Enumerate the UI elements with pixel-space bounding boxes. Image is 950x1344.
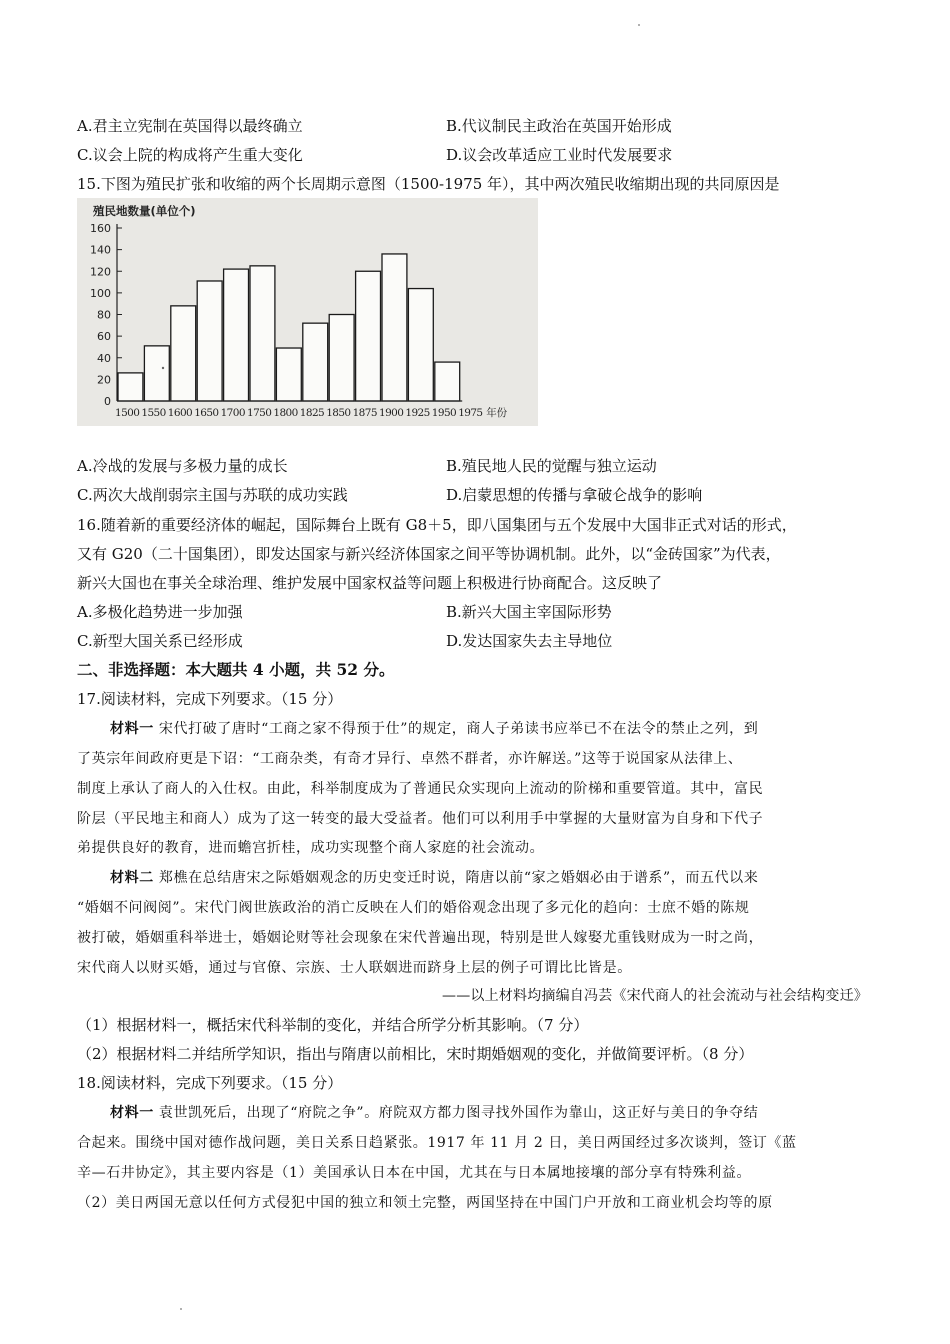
q15-option-a[interactable]: A.冷战的发展与多极力量的成长 (77, 457, 288, 475)
q18-material-1-line-4: （2）美日两国无意以任何方式侵犯中国的独立和领土完整，两国坚持在中国门户开放和工商业机会均等的原 (77, 1195, 773, 1211)
section2-title: 二、非选择题：本大题共 4 小题，共 52 分。 (77, 660, 395, 679)
scan-speck-bottom (180, 1308, 182, 1310)
bar (408, 289, 433, 401)
bar (144, 346, 169, 401)
y-tick-label: 100 (90, 286, 111, 300)
y-tick-label: 20 (97, 373, 111, 387)
q17-source: ——以上材料均摘编自冯芸《宋代商人的社会流动与社会结构变迁》 (442, 988, 868, 1004)
q16-option-b[interactable]: B.新兴大国主宰国际形势 (446, 603, 612, 621)
chart-y-axis-label: 殖民地数量(单位个) (93, 204, 196, 218)
y-tick-label: 40 (97, 351, 111, 365)
y-tick-label: 160 (90, 222, 111, 235)
x-axis-label: 年份 (486, 407, 508, 419)
q16-stem-line-3: 新兴大国也在事关全球治理、维护发展中国家权益等问题上积极进行协商配合。这反映了 (77, 574, 663, 592)
bar (329, 315, 354, 402)
q17-material-2-line-3: 被打破，婚姻重科举进士，婚姻论财等社会现象在宋代普遍出现，特别是世人嫁娶尤重钱财成为一时之尚， (77, 930, 764, 946)
q17-requirement-1: （1）根据材料一，概括宋代科举制的变化，并结合所学分析其影响。（7 分） (77, 1016, 589, 1034)
x-tick-label: 1925 (405, 407, 430, 419)
q15-option-c[interactable]: C.两次大战削弱宗主国与苏联的成功实践 (77, 486, 348, 504)
q16-option-d[interactable]: D.发达国家失去主导地位 (446, 632, 613, 650)
q14-option-c[interactable]: C.议会上院的构成将产生重大变化 (77, 146, 303, 164)
q18-material-1-text: 袁世凯死后，出现了“府院之争”。府院双方都力图寻找外国作为靠山，这正好与美日的争夺结 (158, 1105, 759, 1121)
y-tick-label: 120 (90, 265, 111, 279)
q17-material-2-line-1 (110, 868, 758, 888)
bar (118, 373, 143, 401)
x-tick-label: 1850 (326, 407, 351, 419)
y-tick-label: 80 (97, 308, 111, 322)
x-tick-label: 1700 (220, 407, 245, 419)
q17-material-1-label: 材料一 (110, 721, 154, 737)
q17-material-2-text: 郑樵在总结唐宋之际婚姻观念的历史变迁时说，隋唐以前“家之婚姻必由于谱系”，而五代以来 (158, 870, 759, 886)
x-tick-label: 1800 (273, 407, 298, 419)
q17-material-2-line-2: “婚姻不问阀阅”。宋代门阀世族政治的消亡反映在人们的婚俗观念出现了多元化的趋向：士庶不婚的陈规 (77, 900, 750, 916)
q18-material-1-line-1 (110, 1103, 758, 1123)
bar (197, 281, 222, 401)
x-tick-label: 1975 (458, 407, 483, 419)
q15-option-b[interactable]: B.殖民地人民的觉醒与独立运动 (446, 457, 657, 475)
q17-material-1-line-5: 弟提供良好的教育，进而蟾宫折桂，成功实现整个商人家庭的社会流动。 (77, 840, 545, 856)
q16-stem-line-2: 又有 G20（二十国集团），即发达国家与新兴经济体国家之间平等协调机制。此外，以“金砖国家”为代表， (77, 545, 781, 563)
q17-requirement-2: （2）根据材料二并结所学知识，指出与隋唐以前相比，宋时期婚姻观的变化，并做简要评析。（8 分） (77, 1045, 754, 1063)
x-tick-label: 1950 (431, 407, 457, 419)
y-tick-label: 140 (90, 243, 111, 257)
q15-option-d[interactable]: D.启蒙思想的传播与拿破仑战争的影响 (446, 486, 703, 504)
colony-bar-chart (77, 198, 538, 426)
q16-stem-line-1: 16.随着新的重要经济体的崛起，国际舞台上既有 G8＋5，即八国集团与五个发展中大国非正式对话的形式， (77, 516, 797, 534)
q18-material-1-line-3: 辛—石井协定》，其主要内容是（1）美国承认日本在中国，尤其在与日本属地接壤的部分享有特殊利益。 (77, 1165, 752, 1181)
x-tick-label: 1600 (167, 407, 193, 419)
bar (250, 266, 275, 401)
bar (276, 348, 301, 401)
x-tick-label: 1550 (141, 407, 166, 419)
q14-option-a[interactable]: A.君主立宪制在英国得以最终确立 (77, 117, 303, 135)
q17-material-1-text: 宋代打破了唐时“工商之家不得预于仕”的规定，商人子弟读书应举已不在法令的禁止之列，到 (158, 721, 759, 737)
bar (356, 271, 381, 401)
chart-bars (118, 254, 460, 401)
bar (303, 323, 328, 401)
bar (171, 306, 196, 401)
q17-material-1-line-4: 阶层（平民地主和商人）成为了这一转变的最大受益者。他们可以利用手中掌握的大量财富为自身和下代子 (77, 811, 764, 827)
q17-material-2-line-4: 宋代商人以财买婚，通过与官僚、宗族、士人联姻进而跻身上层的例子可谓比比皆是。 (77, 960, 632, 976)
chart-x-axis (115, 401, 508, 419)
chart-y-axis (90, 222, 122, 408)
x-tick-label: 1900 (379, 407, 404, 419)
q14-option-d[interactable]: D.议会改革适应工业时代发展要求 (446, 146, 673, 164)
x-tick-label: 1500 (115, 407, 140, 419)
q17-material-1-line-1 (110, 719, 758, 739)
q17-material-1-line-2: 了英宗年间政府更是下诏：“工商杂类，有奇才异行、卓然不群者，亦许解送。”这等于说国家从法律上、 (77, 751, 743, 767)
q18-material-1-label: 材料一 (110, 1105, 154, 1121)
x-tick-label: 1650 (194, 407, 219, 419)
q18-material-1-line-2: 合起来。围绕中国对德作战问题，美日关系日趋紧张。1917 年 11 月 2 日，美日两国经过多次谈判，签订《蓝 (77, 1135, 797, 1151)
x-tick-label: 1750 (247, 407, 272, 419)
bar (435, 362, 460, 401)
q17-material-1-line-3: 制度上承认了商人的入仕权。由此，科举制度成为了普通民众实现向上流动的阶梯和重要管道。其中，富民 (77, 781, 764, 797)
bar (382, 254, 407, 401)
q16-option-c[interactable]: C.新型大国关系已经形成 (77, 632, 243, 650)
scan-speck (638, 24, 640, 26)
y-tick-label: 0 (104, 395, 111, 408)
y-tick-label: 60 (97, 330, 111, 344)
q17-material-2-label: 材料二 (110, 870, 154, 886)
x-tick-label: 1825 (299, 407, 325, 419)
q16-option-a[interactable]: A.多极化趋势进一步加强 (77, 603, 243, 621)
q17-stem: 17.阅读材料，完成下列要求。（15 分） (77, 690, 343, 708)
q15-stem: 15.下图为殖民扩张和收缩的两个长周期示意图（1500-1975 年），其中两次殖民收缩期出现的共同原因是 (77, 175, 780, 193)
q14-option-b[interactable]: B.代议制民主政治在英国开始形成 (446, 117, 672, 135)
colony-chart (77, 198, 538, 426)
x-tick-label: 1875 (352, 407, 377, 419)
q18-stem: 18.阅读材料，完成下列要求。（15 分） (77, 1074, 343, 1092)
bar (224, 269, 249, 401)
